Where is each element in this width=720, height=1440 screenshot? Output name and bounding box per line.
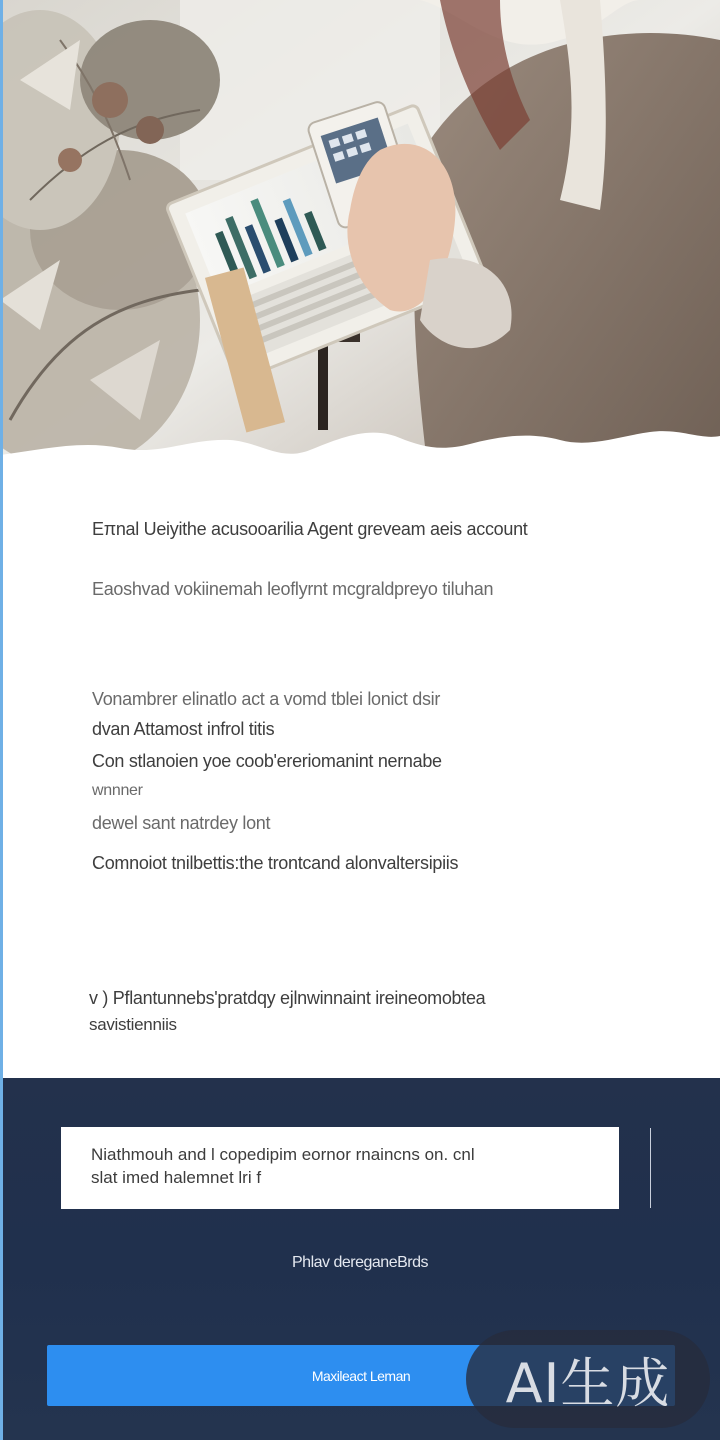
left-edge-accent: [0, 0, 3, 1440]
body-line-2: dvan Attamost infrol titis: [92, 719, 275, 739]
action-panel: [0, 1078, 720, 1440]
message-input[interactable]: [61, 1127, 619, 1209]
message-input-line-2: slat imed halemnet lri f: [91, 1168, 262, 1187]
text-cursor-marker: [650, 1128, 651, 1208]
body-line-5: dewel sant natrdey lont: [92, 813, 271, 833]
secondary-link[interactable]: Phlav dereganeBrds: [292, 1254, 428, 1271]
description-section: [0, 490, 720, 1078]
intro-line-2: Eaoshvad vokiinemah leoflyrnt mcgraldpreyo tiluhan: [92, 579, 494, 599]
intro-line-1: Eπnal Ueiyithe acusooarilia Agent greveam aeis account: [92, 519, 528, 539]
body-line-1: Vonambrer elinatlo act a vomd tblei lonict dsir: [92, 689, 441, 709]
note-line-2: savistienniis: [89, 1015, 177, 1034]
hero-photo: [0, 0, 720, 490]
body-line-4: wnnner: [92, 782, 143, 799]
body-line-6: Comnoiot tnilbettis:the trontcand alonvaltersipiis: [92, 853, 459, 873]
hero-illustration: [0, 0, 720, 490]
body-line-3: Con stlanoien yoe coob'ereriomanint nernabe: [92, 751, 442, 771]
primary-action-button[interactable]: Maxileact Leman: [47, 1345, 675, 1406]
note-line-1: v ) Pflantunnebs'pratdqy ejlnwinnaint ireineomobtea: [89, 988, 486, 1008]
ai-generated-watermark: AI生成: [466, 1330, 710, 1428]
message-input-line-1: Niathmouh and l copedipim eornor rnaincns on. cnl: [91, 1145, 475, 1164]
